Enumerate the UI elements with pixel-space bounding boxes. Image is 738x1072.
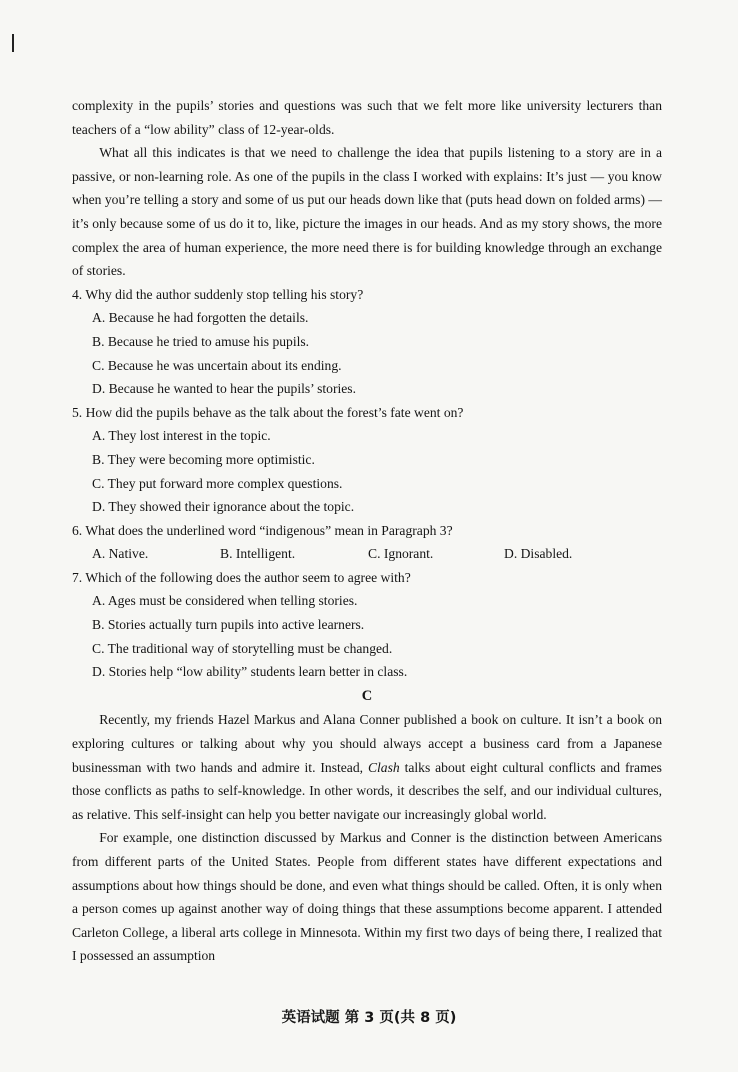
passage-text: Recently, my friends Hazel Markus and Alana Conner published a book on culture. It isn’t a book on exploring cultures or talking about why you should always accept a business card from a Japanese businessman with two hands and admire it. Instead, [72,712,662,775]
question-option: B. Stories actually turn pupils into active learners. [92,617,365,633]
question-option: A. Because he had forgotten the details. [92,310,309,326]
question-option: D. Stories help “low ability” students learn better in class. [92,664,408,680]
passage-text: talks about eight cultural conflicts and frames those conflicts as paths to self-knowledge. In other words, it describes the self, and our individual cultures, as relative. This self-insight can help you better navigate our increasingly global world. [72,759,662,822]
question-option: D. Because he wanted to hear the pupils’ stories. [92,381,356,397]
question-option: D. They showed their ignorance about the topic. [92,499,355,515]
question-option: B. Intelligent. [220,546,296,562]
question-stem: 7. Which of the following does the author seem to agree with? [72,569,411,585]
question-option: C. Ignorant. [368,546,434,562]
passage-c-paragraph: For example, one distinction discussed by Markus and Conner is the distinction between Americans from different parts of the United States. People from different states have different expectations and assumptions about how things should be done, and even what things should be called. Often, it is only when a person comes up against another way of doing things that these assumptions become apparent. I attended Carleton College, a liberal arts college in Minnesota. Within my first two days of being there, I realized that I possessed an assumption [72,830,662,964]
book-title: Clash [367,759,400,775]
question-options-row [72,542,662,566]
passage-b-paragraph: complexity in the pupils’ stories and questions was such that we felt more like university lecturers than teachers of a “low ability” class of 12-year-olds. [72,98,662,137]
question-option: C. Because he was uncertain about its ending. [92,357,342,373]
section-c-heading: C [361,687,373,704]
exam-page [72,94,662,968]
question-option: A. They lost interest in the topic. [92,428,271,444]
page-footer: 英语试题 第 3 页(共 8 页) [281,1010,457,1026]
question-stem: 5. How did the pupils behave as the talk about the forest’s fate went on? [72,404,464,420]
question-stem: 4. Why did the author suddenly stop telling his story? [72,286,364,302]
question-stem: 6. What does the underlined word “indigenous” mean in Paragraph 3? [72,522,453,538]
question-option: B. Because he tried to amuse his pupils. [92,333,310,349]
question-5 [72,401,662,519]
question-option: B. They were becoming more optimistic. [92,451,315,467]
question-6 [72,519,662,566]
question-option: A. Native. [92,546,149,562]
question-option: A. Ages must be considered when telling stories. [92,593,358,609]
question-4 [72,283,662,401]
passage-c-paragraph [72,708,662,826]
margin-binding-mark [12,34,14,52]
passage-b-paragraph: What all this indicates is that we need to challenge the idea that pupils listening to a story are in a passive, or non-learning role. As one of the pupils in the class I worked with explains: It’s just — you know when you’re telling a story and some of us put our heads down like that (puts head down on folded arms) — it’s only because some of us do it to, like, picture the images in our heads. And as my story shows, the more complex the area of human experience, the more need there is for building knowledge through an exchange of stories. [72,145,662,279]
question-option: C. They put forward more complex questions. [92,475,343,491]
question-option: D. Disabled. [504,546,573,562]
question-7 [72,566,662,684]
question-option: C. The traditional way of storytelling must be changed. [92,640,393,656]
